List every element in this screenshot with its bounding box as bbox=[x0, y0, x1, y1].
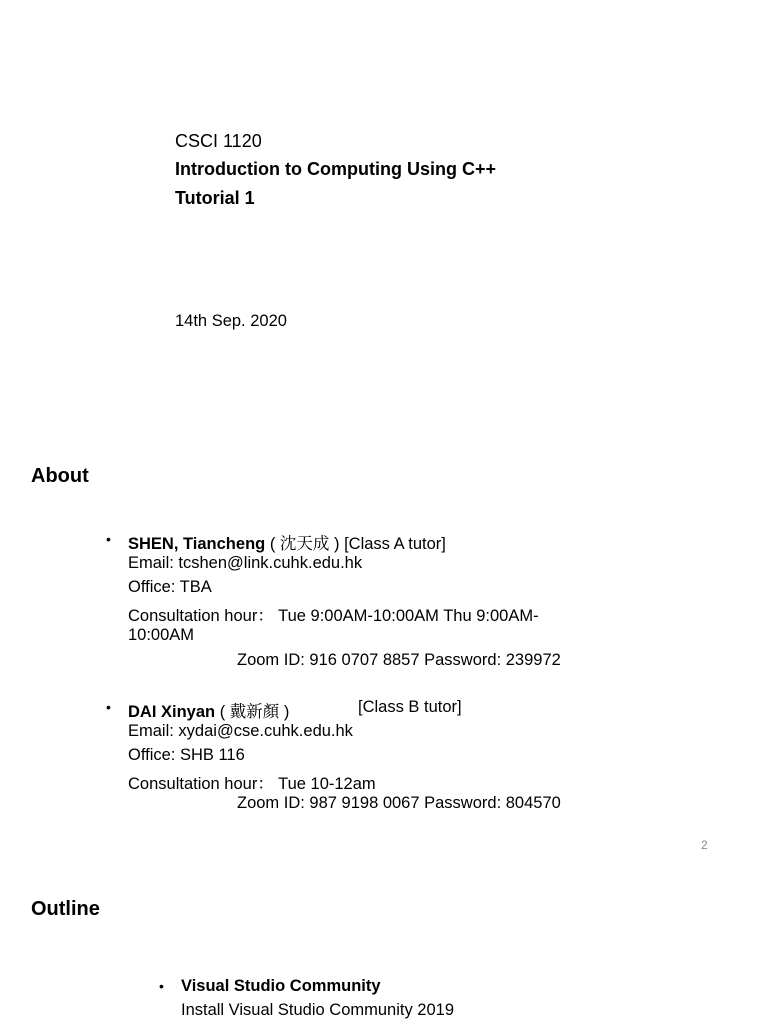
tutor2-header bbox=[128, 698, 289, 722]
tutor1-chinese-name: ( 沈天成 ) bbox=[269, 535, 340, 553]
tutor2-consult: Consultation hour： Tue 10-12am bbox=[128, 775, 376, 793]
tutor2-email: Email: xydai@cse.cuhk.edu.hk bbox=[128, 722, 353, 740]
course-title: Introduction to Computing Using C++ bbox=[175, 159, 496, 179]
tutor2-name: DAI Xinyan bbox=[128, 703, 216, 721]
outline-heading: Outline bbox=[31, 898, 100, 920]
course-code: CSCI 1120 bbox=[175, 131, 262, 151]
tutor1-office: Office: TBA bbox=[128, 578, 212, 596]
tutor2-role: [Class B tutor] bbox=[358, 698, 462, 716]
bullet-icon: • bbox=[106, 531, 111, 547]
tutor1-name: SHEN, Tiancheng bbox=[128, 535, 266, 553]
about-heading: About bbox=[31, 465, 89, 487]
bullet-icon: • bbox=[106, 699, 111, 715]
slide-date: 14th Sep. 2020 bbox=[175, 312, 287, 330]
tutor1-zoom: Zoom ID: 916 0707 8857 Password: 239972 bbox=[237, 651, 561, 669]
tutor1-header bbox=[128, 530, 446, 554]
tutor2-office: Office: SHB 116 bbox=[128, 746, 245, 764]
outline-item-title: Visual Studio Community bbox=[181, 977, 381, 995]
tutorial-title: Tutorial 1 bbox=[175, 188, 255, 208]
tutor1-consult-line2: 10:00AM bbox=[128, 626, 195, 644]
page-number: 2 bbox=[701, 838, 708, 852]
tutor1-email: Email: tcshen@link.cuhk.edu.hk bbox=[128, 554, 363, 572]
outline-item-sub: Install Visual Studio Community 2019 bbox=[181, 1001, 455, 1019]
tutor1-consult-line1: Consultation hour： Tue 9:00AM-10:00AM Thu 9:00AM- bbox=[128, 607, 539, 625]
tutor2-zoom: Zoom ID: 987 9198 0067 Password: 804570 bbox=[237, 794, 561, 812]
tutor1-role: [Class A tutor] bbox=[344, 535, 446, 553]
tutor2-chinese-name: ( 戴新顏 ) bbox=[219, 703, 290, 721]
bullet-icon: • bbox=[159, 978, 164, 994]
